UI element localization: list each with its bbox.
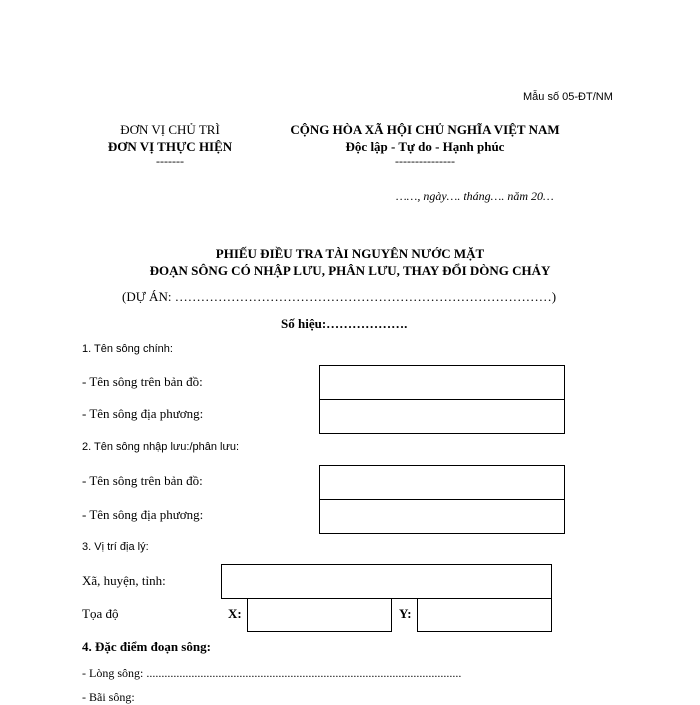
serial-number-line: Số hiệu:………………. bbox=[281, 316, 408, 331]
form-title-line1: PHIẾU ĐIỀU TRA TÀI NGUYÊN NƯỚC MẶT bbox=[215, 246, 485, 261]
tributary-map-name-label: - Tên sông trên bản đồ: bbox=[82, 473, 203, 488]
form-title-line2: ĐOẠN SÔNG CÓ NHẬP LƯU, PHÂN LƯU, THAY ĐỔI DÒNG CHẢY bbox=[149, 263, 551, 278]
y-coordinate-field[interactable] bbox=[417, 598, 552, 632]
tributary-local-name-field[interactable] bbox=[319, 499, 565, 534]
main-river-map-name-label: - Tên sông trên bản đồ: bbox=[82, 374, 203, 389]
national-motto: Độc lập - Tự do - Hạnh phúc bbox=[345, 139, 505, 154]
main-river-local-name-field[interactable] bbox=[319, 399, 565, 434]
date-line: ……, ngày…. tháng…. năm 20… bbox=[396, 189, 554, 203]
section-location-heading: 3. Vị trí địa lý: bbox=[82, 541, 149, 553]
riverbank-line: - Bãi sông: bbox=[82, 690, 135, 704]
commune-district-province-field[interactable] bbox=[221, 564, 552, 599]
main-river-local-name-label: - Tên sông địa phương: bbox=[82, 406, 204, 421]
section-main-river-heading: 1. Tên sông chính: bbox=[82, 343, 173, 355]
host-unit-label: ĐƠN VỊ CHỦ TRÌ bbox=[120, 122, 220, 137]
y-coordinate-label: Y: bbox=[399, 606, 412, 621]
form-code: Mẫu số 05-ĐT/NM bbox=[523, 91, 613, 103]
implementing-unit-label: ĐƠN VỊ THỰC HIỆN bbox=[107, 139, 233, 154]
x-coordinate-field[interactable] bbox=[247, 598, 392, 632]
tributary-local-name-label: - Tên sông địa phương: bbox=[82, 507, 204, 522]
country-name: CỘNG HÒA XÃ HỘI CHỦ NGHĨA VIỆT NAM bbox=[290, 122, 560, 137]
commune-district-province-label: Xã, huyện, tỉnh: bbox=[82, 573, 166, 588]
section-river-features-heading: 4. Đặc điểm đoạn sông: bbox=[82, 639, 211, 654]
coordinates-label: Tọa độ bbox=[82, 606, 119, 621]
main-river-map-name-field[interactable] bbox=[319, 365, 565, 400]
section-tributary-heading: 2. Tên sông nhập lưu:/phân lưu: bbox=[82, 441, 240, 453]
project-line: (DỰ ÁN: ……………………………………………………………………………) bbox=[122, 289, 557, 304]
x-coordinate-label: X: bbox=[228, 606, 242, 621]
riverbed-line: - Lòng sông: ......................................................................................................... bbox=[82, 666, 462, 680]
right-header-rule: --------------- bbox=[395, 154, 455, 168]
tributary-map-name-field[interactable] bbox=[319, 465, 565, 500]
left-header-rule: ------- bbox=[156, 154, 184, 168]
